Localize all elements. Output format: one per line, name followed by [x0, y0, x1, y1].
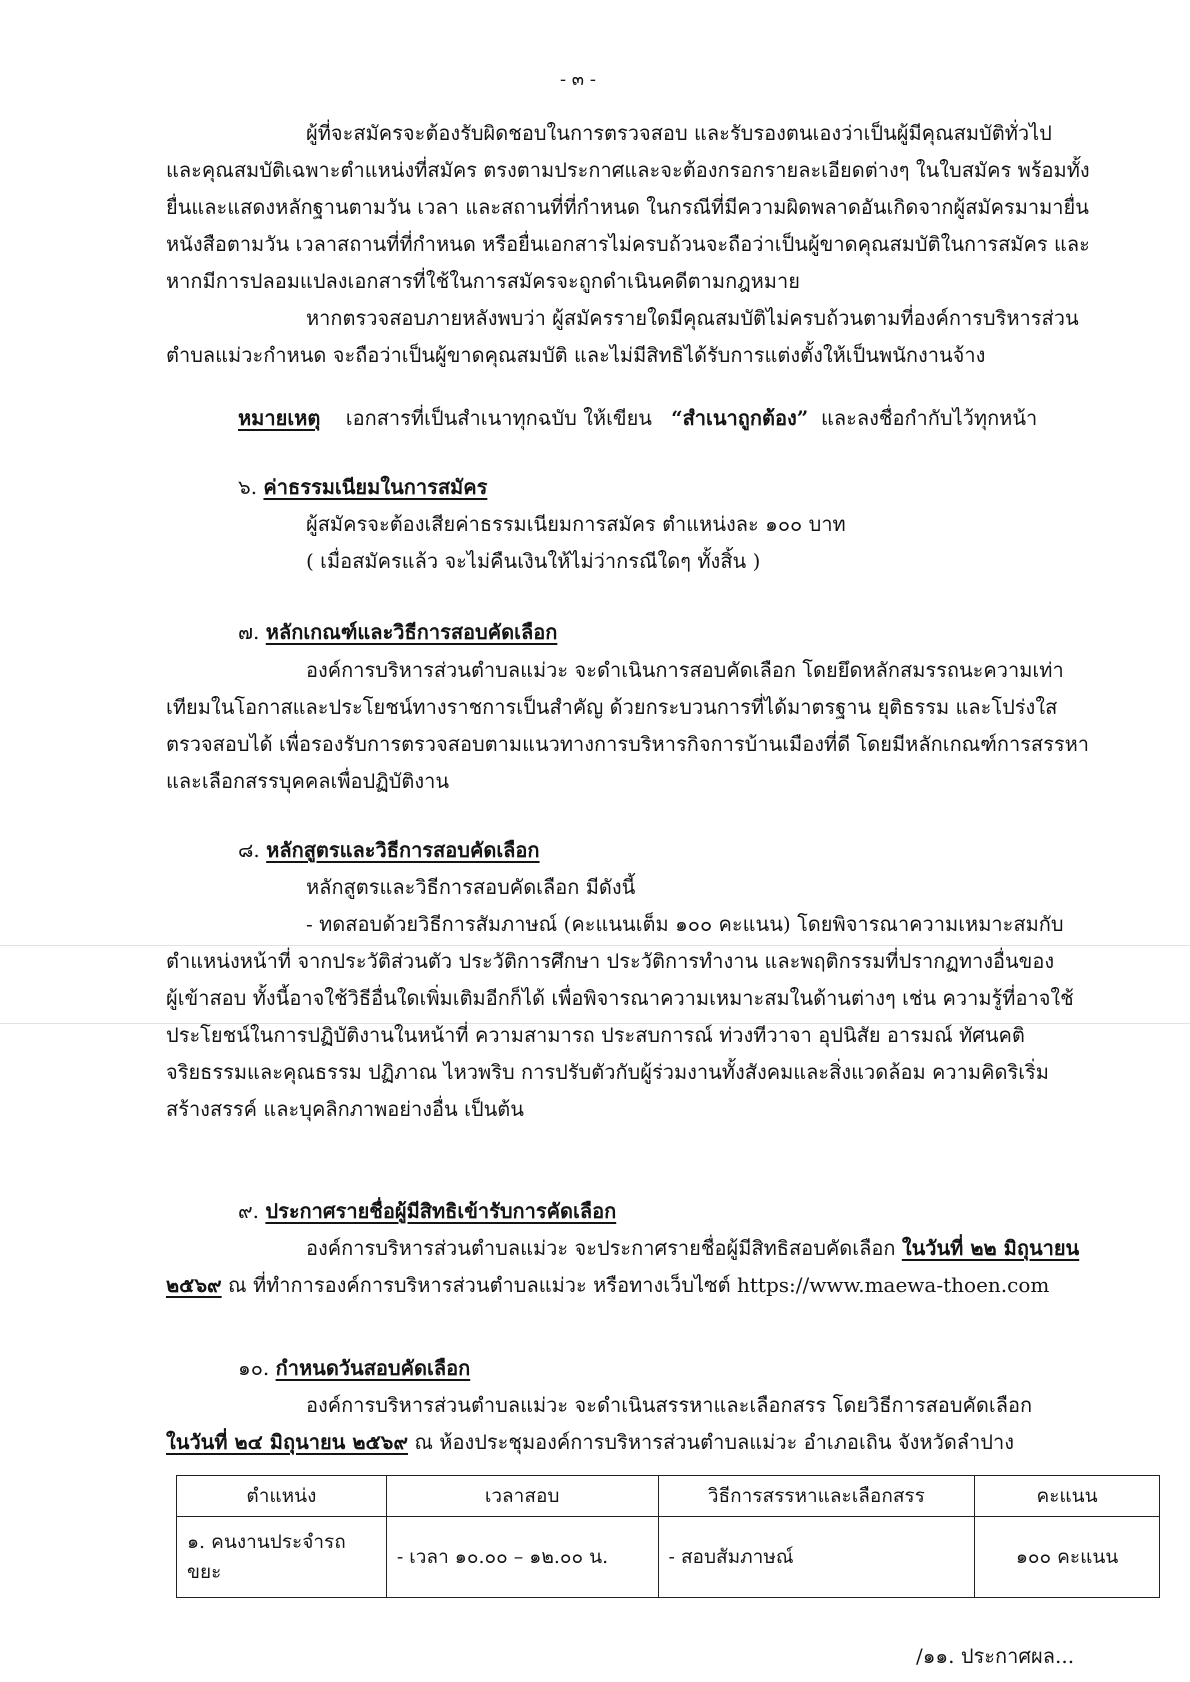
text-line: ผู้ที่จะสมัครจะต้องรับผิดชอบในการตรวจสอบ และรับรองตนเองว่าเป็นผู้มีคุณสมบัติทั่วไป: [306, 121, 1052, 145]
section-number: ๘.: [238, 838, 260, 862]
table-header: คะแนน: [975, 1476, 1160, 1517]
continuation-note: /๑๑. ประกาศผล...: [916, 1644, 1075, 1668]
section-title: หลักเกณฑ์และวิธีการสอบคัดเลือก: [265, 620, 558, 644]
text-line: ตำแหน่งหน้าที่ จากประวัติส่วนตัว ประวัติการศึกษา ประวัติการทำงาน และพฤติกรรมที่ปรากฏทางอื่นของ: [166, 949, 1055, 973]
text-line: ผู้สมัครจะต้องเสียค่าธรรมเนียมการสมัคร ตำแหน่งละ ๑๐๐ บาท: [306, 512, 846, 536]
text-line: องค์การบริหารส่วนตำบลแม่วะ จะดำเนินการสอบคัดเลือก โดยยึดหลักสมรรถนะความเท่า: [306, 658, 1064, 682]
text-line: หากมีการปลอมแปลงเอกสารที่ใช้ในการสมัครจะถูกดำเนินคดีตามกฎหมาย: [166, 269, 800, 293]
table-cell-position: ๑. คนงานประจำรถขยะ: [177, 1517, 387, 1598]
website-link[interactable]: https://www.maewa-thoen.com: [737, 1273, 1050, 1297]
exam-place: ณ ห้องประชุมองค์การบริหารส่วนตำบลแม่วะ อำเภอเถิน จังหวัดลำปาง: [414, 1430, 1014, 1454]
note-line: [238, 402, 1037, 434]
text-line: สร้างสรรค์ และบุคลิกภาพอย่างอื่น เป็นต้น: [166, 1097, 524, 1121]
section-title: กำหนดวันสอบคัดเลือก: [275, 1356, 471, 1380]
section-10-body: [166, 1387, 1032, 1461]
page-number: - ๓ -: [560, 69, 596, 90]
table-cell-method: - สอบสัมภาษณ์: [658, 1517, 975, 1598]
text-line: - ทดสอบด้วยวิธีการสัมภาษณ์ (คะแนนเต็ม ๑๐๐ คะแนน) โดยพิจารณาความเหมาะสมกับ: [306, 912, 1064, 936]
text-line: [166, 1267, 1079, 1304]
announce-text: องค์การบริหารส่วนตำบลแม่วะ จะประกาศรายชื่อผู้มีสิทธิสอบคัดเลือก: [306, 1236, 896, 1260]
intro-paragraph-1: [166, 115, 1090, 300]
text-line: [166, 1230, 1079, 1267]
section-8-heading: [238, 835, 540, 865]
table-header: เวลาสอบ: [386, 1476, 658, 1517]
section-7-heading: [238, 617, 557, 647]
announce-year: ๒๕๖๙: [166, 1273, 222, 1297]
section-8-body: [166, 869, 1074, 1128]
text-line: ตรวจสอบได้ เพื่อรองรับการตรวจสอบตามแนวทางการบริหารกิจการบ้านเมืองที่ดี โดยมีหลักเกณฑ์การสรรหา: [166, 732, 1090, 756]
section-number: ๙.: [238, 1199, 260, 1223]
section-title: ประกาศรายชื่อผู้มีสิทธิเข้ารับการคัดเลือก: [265, 1199, 617, 1223]
section-6-heading: [238, 472, 487, 502]
section-10-heading: [238, 1353, 470, 1383]
section-title: ค่าธรรมเนียมในการสมัคร: [263, 475, 488, 499]
table-header: วิธีการสรรหาและเลือกสรร: [658, 1476, 975, 1517]
exam-date: ในวันที่ ๒๔ มิถุนายน ๒๕๖๙: [166, 1430, 408, 1454]
table-cell-score: ๑๐๐ คะแนน: [975, 1517, 1160, 1598]
section-title: หลักสูตรและวิธีการสอบคัดเลือก: [266, 838, 540, 862]
text-line: และคุณสมบัติเฉพาะตำแหน่งที่สมัคร ตรงตามประกาศและจะต้องกรอกรายละเอียดต่างๆ ในใบสมัคร พร้อมทั้ง: [166, 158, 1090, 182]
text-line: และเลือกสรรบุคคลเพื่อปฏิบัติงาน: [166, 769, 450, 793]
text-line: ( เมื่อสมัครแล้ว จะไม่คืนเงินให้ไม่ว่ากรณีใดๆ ทั้งสิ้น ): [306, 549, 761, 573]
table-header: ตำแหน่ง: [177, 1476, 387, 1517]
text-line: ผู้เข้าสอบ ทั้งนี้อาจใช้วิธีอื่นใดเพิ่มเติมอีกก็ได้ เพื่อพิจารณาความเหมาะสมในด้านต่างๆ เช่น ความรู้ที่อาจใช้: [166, 986, 1074, 1010]
section-number: ๗.: [238, 620, 260, 644]
note-text-after: และลงชื่อกำกับไว้ทุกหน้า: [820, 406, 1038, 430]
announce-date: ในวันที่ ๒๒ มิถุนายน: [901, 1236, 1080, 1260]
table-cell-time: - เวลา ๑๐.๐๐ – ๑๒.๐๐ น.: [386, 1517, 658, 1598]
section-number: ๖.: [238, 475, 258, 499]
note-emphasis: “สำเนาถูกต้อง”: [671, 406, 809, 430]
text-line: เทียมในโอกาสและประโยชน์ทางราชการเป็นสำคัญ ด้วยกระบวนการที่ได้มาตรฐาน ยุติธรรม และโปร่งใส: [166, 695, 1058, 719]
note-label: หมายเหตุ: [238, 406, 321, 430]
note-text: เอกสารที่เป็นสำเนาทุกฉบับ ให้เขียน: [345, 406, 652, 430]
section-9-heading: [238, 1196, 616, 1226]
text-line: องค์การบริหารส่วนตำบลแม่วะ จะดำเนินสรรหาและเลือกสรร โดยวิธีการสอบคัดเลือก: [306, 1393, 1033, 1417]
text-line: หนังสือตามวัน เวลาสถานที่ที่กำหนด หรือยื่นเอกสารไม่ครบถ้วนจะถือว่าเป็นผู้ขาดคุณสมบัติในการสมัคร และ: [166, 232, 1090, 256]
table-row: [177, 1517, 1160, 1598]
announce-place: ณ ที่ทำการองค์การบริหารส่วนตำบลแม่วะ หรือทางเว็บไซต์: [228, 1273, 731, 1297]
text-line: ยื่นและแสดงหลักฐานตามวัน เวลา และสถานที่ที่กำหนด ในกรณีที่มีความผิดพลาดอันเกิดจากผู้สมัครมามายื่น: [166, 195, 1089, 219]
text-line: หากตรวจสอบภายหลังพบว่า ผู้สมัครรายใดมีคุณสมบัติไม่ครบถ้วนตามที่องค์การบริหารส่วน: [306, 306, 1079, 330]
section-9-body: [166, 1230, 1079, 1304]
text-line: หลักสูตรและวิธีการสอบคัดเลือก มีดังนี้: [306, 875, 636, 899]
exam-schedule-table: [176, 1475, 1160, 1598]
section-7-body: [166, 652, 1089, 800]
text-line: ประโยชน์ในการปฏิบัติงานในหน้าที่ ความสามารถ ประสบการณ์ ท่วงทีวาจา อุปนิสัย อารมณ์ ทัศนคติ: [166, 1023, 1025, 1047]
text-line: จริยธรรมและคุณธรรม ปฏิภาณ ไหวพริบ การปรับตัวกับผู้ร่วมงานทั้งสังคมและสิ่งแวดล้อม ความคิดริเริ่ม: [166, 1060, 1049, 1084]
text-line: ตำบลแม่วะกำหนด จะถือว่าเป็นผู้ขาดคุณสมบัติ และไม่มีสิทธิได้รับการแต่งตั้งให้เป็นพนักงานจ้าง: [166, 343, 986, 367]
text-line: [166, 1424, 1032, 1461]
section-6-body: [306, 506, 846, 580]
section-number: ๑๐.: [238, 1356, 270, 1380]
intro-paragraph-2: [166, 300, 1079, 374]
table-header-row: [177, 1476, 1160, 1517]
